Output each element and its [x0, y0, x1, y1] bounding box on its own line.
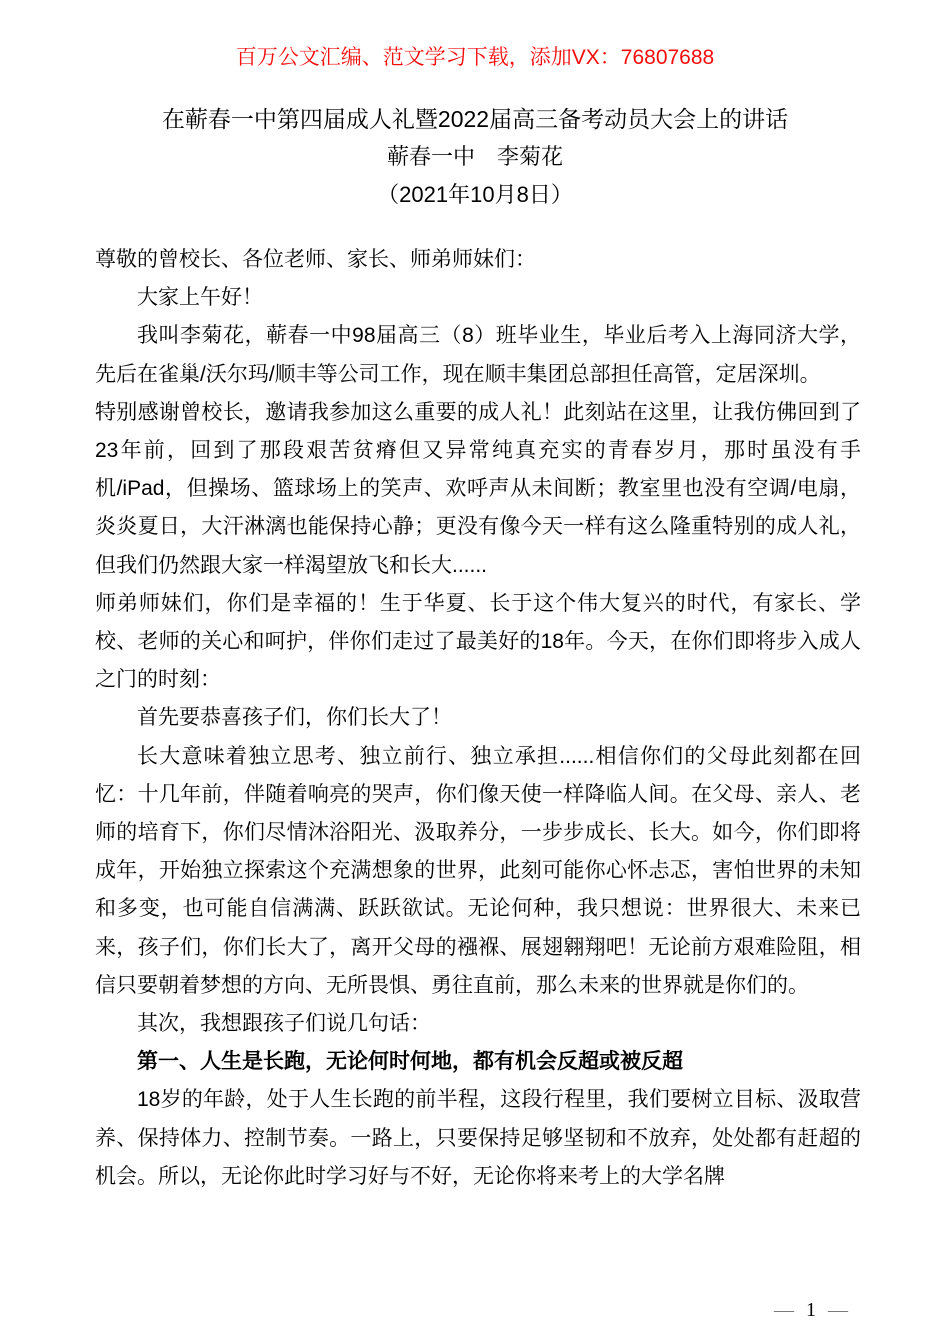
document-header — [0, 100, 950, 214]
paragraph-self-introduction: 我叫李菊花，蕲春一中98届高三（8）班毕业生，毕业后考入上海同济大学，先后在雀巢/沃尔玛/顺丰等公司工作，现在顺丰集团总部担任高管，定居深圳。 — [95, 324, 861, 386]
dateline: （2021年10月8日） — [377, 182, 573, 207]
paragraph-point-one-body: 18岁的年龄，处于人生长跑的前半程，这段行程里，我们要树立目标、汲取营养、保持体力、控制节奏。一路上，只要保持足够坚韧和不放弃，处处都有赶超的机会。所以，无论你此时学习好与不好，无论你将来考上的大学名牌 — [95, 1088, 861, 1188]
paragraph-point-one-heading: 第一、人生是长跑，无论何时何地，都有机会反超或被反超 — [137, 1050, 683, 1074]
paragraph-thanks-and-memories: 特别感谢曾校长，邀请我参加这么重要的成人礼！此刻站在这里，让我仿佛回到了23年前，回到了那段艰苦贫瘠但又异常纯真充实的青春岁月，那时虽没有手机/iPad，但操场、篮球场上的笑声、欢呼声从未间断；教室里也没有空调/电扇，炎炎夏日，大汗淋漓也能保持心静；更没有像今天一样有这么隆重特别的成人礼，但我们仍然跟大家一样渴望放飞和长大...... — [95, 400, 861, 577]
footer-dash-right: — — [828, 1299, 848, 1321]
paragraph-salutation: 尊敬的曾校长、各位老师、家长、师弟师妹们： — [95, 248, 536, 271]
paragraph-transition: 其次，我想跟孩子们说几句话： — [137, 1012, 431, 1036]
footer-page-number: 1 — [806, 1299, 816, 1321]
promo-notice: 百万公文汇编、范文学习下载，添加VX：76807688 — [235, 46, 715, 69]
page-number — [774, 1299, 848, 1322]
document-title: 在蕲春一中第四届成人礼暨2022届高三备考动员大会上的讲话 — [161, 106, 789, 132]
paragraph-congratulations: 首先要恭喜孩子们，你们长大了！ — [137, 706, 452, 730]
document-body — [95, 241, 861, 1196]
footer-dash-left: — — [774, 1299, 794, 1321]
paragraph-greeting: 大家上午好！ — [137, 286, 263, 310]
paragraph-you-are-blessed: 师弟师妹们，你们是幸福的！生于华夏、长于这个伟大复兴的时代，有家长、学校、老师的关心和呵护，伴你们走过了最美好的18年。今天，在你们即将步入成人之门的时刻： — [95, 591, 861, 692]
byline: 蕲春一中 李菊花 — [386, 144, 563, 169]
paragraph-growing-up: 长大意味着独立思考、独立前行、独立承担......相信你们的父母此刻都在回忆：十几年前，伴随着响亮的哭声，你们像天使一样降临人间。在父母、亲人、老师的培育下，你们尽情沐浴阳光、汲取养分，一步步成长、长大。如今，你们即将成年，开始独立探索这个充满想象的世界，此刻可能你心怀忐忑，害怕世界的未知和多变，也可能自信满满、跃跃欲试。无论何种，我只想说：世界很大、未来已来，孩子们，你们长大了，离开父母的襁褓、展翅翱翔吧！无论前方艰难险阻，相信只要朝着梦想的方向、无所畏惧、勇往直前，那么未来的世界就是你们的。 — [95, 744, 861, 997]
